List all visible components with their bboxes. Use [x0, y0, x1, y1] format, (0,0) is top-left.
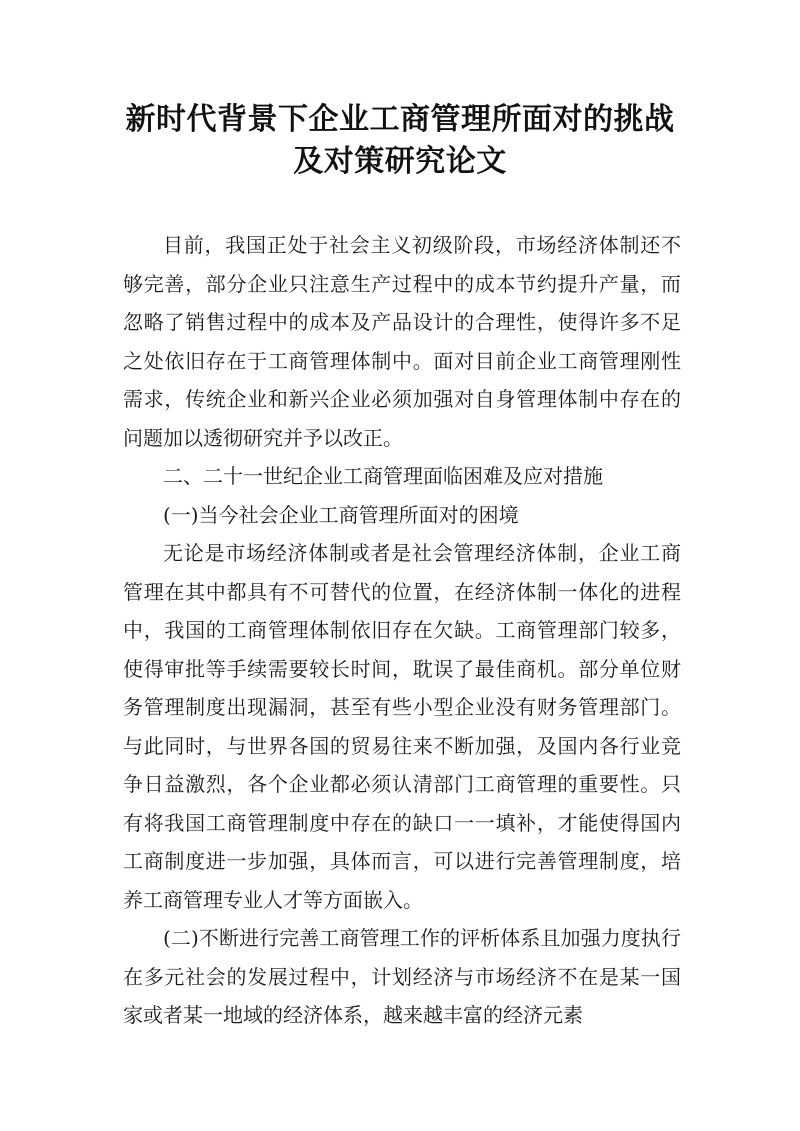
subsection-paragraph-2: (二)不断进行完善工商管理工作的评析体系且加强力度执行在多元社会的发展过程中，计划经济与市场经济不在是某一国家或者某一地域的经济体系，越来越丰富的经济元素 [123, 926, 681, 1027]
document-title-line-1: 新时代背景下企业工商管理所面对的挑战 [125, 102, 675, 137]
document-title-line-2: 及对策研究论文 [293, 144, 507, 179]
subsection-heading-1: (一)当今社会企业工商管理所面对的困境 [163, 502, 519, 527]
paragraph-dilemma: 无论是市场经济体制或者是社会管理经济体制，企业工商管理在其中都具有不可替代的位置，在经济体制一体化的进程中，我国的工商管理体制依旧存在欠缺。工商管理部门较多，使得审批等手续需要较长时间，耽误了最佳商机。部分单位财务管理制度出现漏洞，甚至有些小型企业没有财务管理部门。与此同时，与世界各国的贸易往来不断加强，及国内各行业竞争日益激烈，各个企业都必须认清部门工商管理的重要性。只有将我国工商管理制度中存在的缺口一一填补，才能使得国内工商制度进一步加强，具体而言，可以进行完善管理制度，培养工商管理专业人才等方面嵌入。 [123, 541, 681, 912]
paragraph-intro: 目前，我国正处于社会主义初级阶段，市场经济体制还不够完善，部分企业只注意生产过程中的成本节约提升产量，而忽略了销售过程中的成本及产品设计的合理性，使得许多不足之处依旧存在于工商管理体制中。面对目前企业工商管理刚性需求，传统企业和新兴企业必须加强对自身管理体制中存在的问题加以透彻研究并予以改正。 [123, 233, 681, 450]
document-body [123, 226, 681, 1035]
section-heading: 二、二十一世纪企业工商管理面临困难及应对措施 [163, 464, 603, 488]
